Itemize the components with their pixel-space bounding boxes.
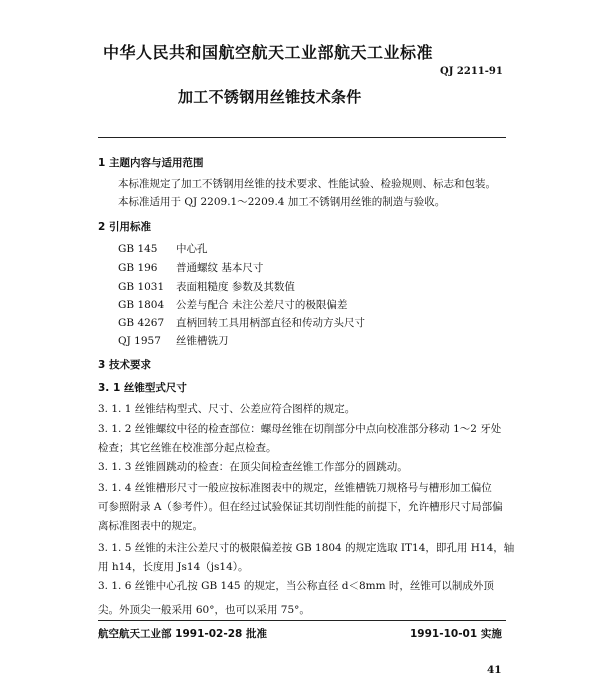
- clause-3-1-6-cont: 尖。外顶尖一般采用 60°，也可以采用 75°。: [98, 604, 310, 616]
- clause-3-1-1: 3. 1. 1 丝锥结构型式、尺寸、公差应符合图样的规定。: [98, 403, 356, 415]
- clause-3-1-2: 3. 1. 2 丝锥螺纹中径的检查部位：螺母丝锥在切削部分中点向校准部分移动 1～2 牙处: [98, 423, 502, 435]
- issuer-heading: 中华人民共和国航空航天工业部航天工业标准: [103, 43, 434, 62]
- reference-item: GB 145 中心孔: [118, 243, 208, 255]
- clause-3-1-4: 3. 1. 4 丝锥槽形尺寸一般应按标准图表中的规定，丝锥槽铣刀规格号与槽形加工偏位: [98, 482, 492, 494]
- section-1-heading: 1 主题内容与适用范围: [98, 157, 204, 169]
- reference-item: GB 1031 表面粗糙度 参数及其数值: [118, 281, 295, 293]
- page-number: 41: [487, 664, 502, 676]
- reference-item: QJ 1957 丝锥槽铣刀: [118, 335, 229, 347]
- reference-item: GB 4267 直柄回转工具用柄部直径和传动方头尺寸: [118, 317, 365, 329]
- clause-3-1-6: 3. 1. 6 丝锥中心孔按 GB 145 的规定，当公称直径 d＜8mm 时，丝锥可以制成外顶: [98, 578, 498, 593]
- clause-3-1-5-cont: 用 h14，长度用 Js14（js14）。: [98, 561, 249, 573]
- top-rule: [98, 137, 506, 138]
- section-3-heading: 3 技术要求: [98, 359, 151, 371]
- reference-item: GB 196 普通螺纹 基本尺寸: [118, 262, 264, 274]
- section-3-1-heading: 3. 1 丝锥型式尺寸: [98, 382, 187, 394]
- section-2-heading: 2 引用标准: [98, 221, 151, 233]
- clause-3-1-4-cont: 可参照附录 A（参考件）。但在经过试验保证其切削性能的前提下，允许槽形尺寸局部偏: [98, 501, 503, 513]
- reference-item: GB 1804 公差与配合 未注公差尺寸的极限偏差: [118, 299, 348, 311]
- standard-code: QJ 2211-91: [440, 66, 503, 77]
- document-title: 加工不锈钢用丝锥技术条件: [178, 88, 362, 106]
- section-1-para-2: 本标准适用于 QJ 2209.1～2209.4 加工不锈钢用丝锥的制造与验收。: [118, 196, 446, 208]
- clause-3-1-3: 3. 1. 3 丝锥圆跳动的检查：在顶尖间检查丝锥工作部分的圆跳动。: [98, 461, 408, 473]
- clause-3-1-2-cont: 检查；其它丝锥在校准部分起点检查。: [98, 442, 277, 454]
- clause-3-1-5: 3. 1. 5 丝锥的未注公差尺寸的极限偏差按 GB 1804 的规定选取 IT14，即孔用 H14，轴: [98, 542, 515, 554]
- clause-3-1-4-cont: 离标准图表中的规定。: [98, 520, 203, 532]
- section-1-para-1: 本标准规定了加工不锈钢用丝锥的技术要求、性能试验、检验规则、标志和包装。: [118, 178, 496, 190]
- implementation-date: 1991-10-01 实施: [410, 628, 502, 640]
- approval-line: 航空航天工业部 1991-02-28 批准: [98, 628, 267, 640]
- bottom-rule: [98, 620, 506, 621]
